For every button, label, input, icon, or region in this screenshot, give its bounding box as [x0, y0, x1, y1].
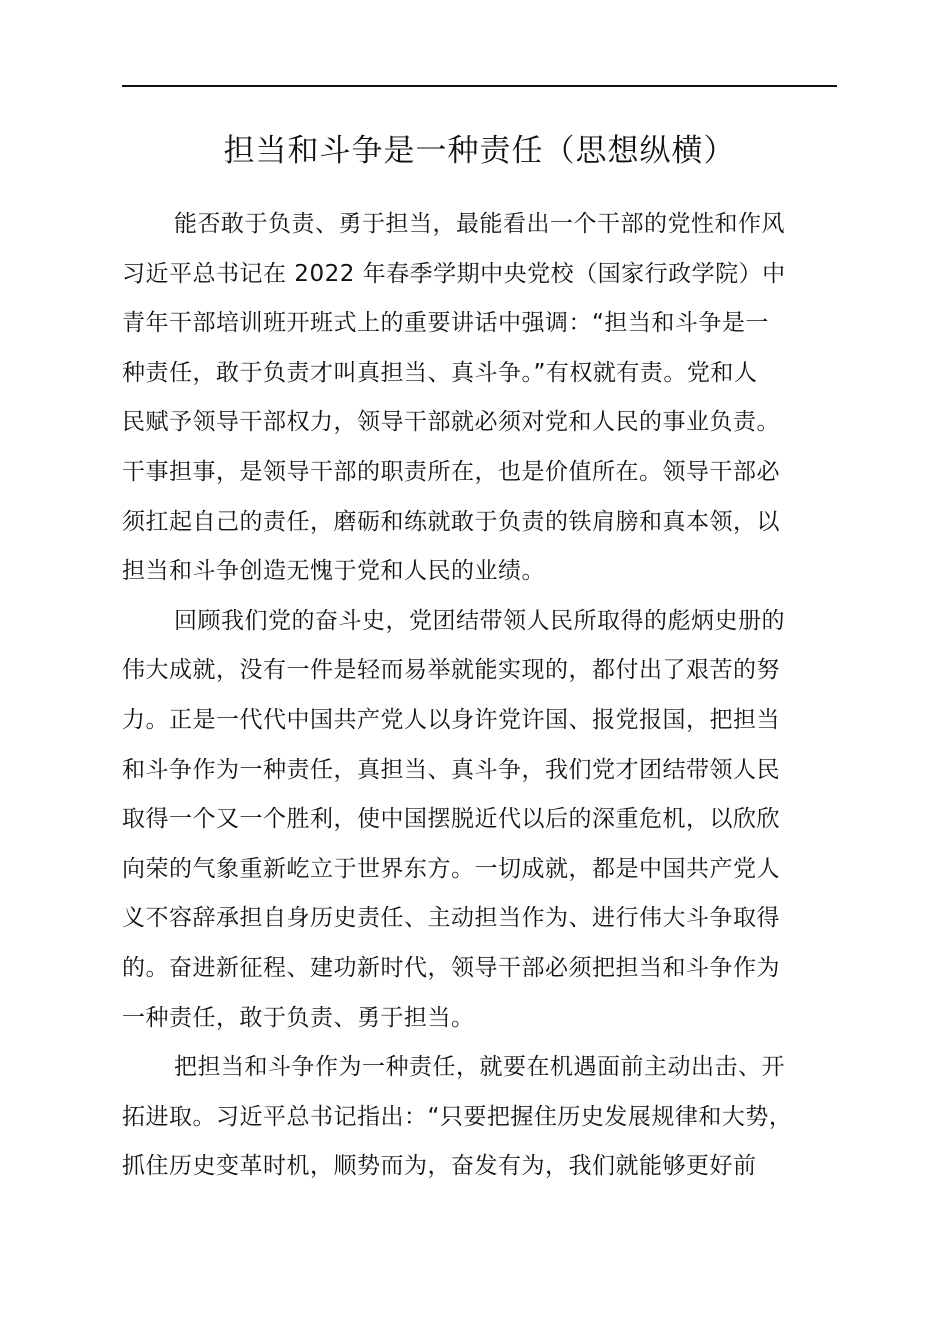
- paragraph-3: [122, 1043, 862, 1192]
- paragraph-line: 回顾我们党的奋斗史，党团结带领人民所取得的彪炳史册的: [174, 607, 785, 634]
- paragraph-2: [122, 597, 862, 1043]
- paragraph-line: 干事担事，是领导干部的职责所在，也是价值所在。领导干部必: [122, 458, 780, 485]
- paragraph-line: 把担当和斗争作为一种责任，就要在机遇面前主动出击、开: [174, 1054, 785, 1081]
- paragraph-1: [122, 200, 862, 597]
- paragraph-line: 一种责任，敢于负责、勇于担当。: [122, 1004, 475, 1031]
- paragraph-line: 取得一个又一个胜利，使中国摆脱近代以后的深重危机，以欣欣: [122, 806, 780, 833]
- paragraph-line: 种责任，敢于负责才叫真担当、真斗争。”有权就有责。党和人: [122, 359, 758, 386]
- paragraph-line: 拓进取。习近平总书记指出：“只要把握住历史发展规律和大势，: [122, 1103, 793, 1130]
- paragraph-line: 和斗争作为一种责任，真担当、真斗争，我们党才团结带领人民: [122, 756, 780, 783]
- paragraph-line: 民赋予领导干部权力，领导干部就必须对党和人民的事业负责。: [122, 409, 780, 436]
- paragraph-line: 须扛起自己的责任，磨砺和练就敢于负责的铁肩膀和真本领，以: [122, 508, 780, 535]
- paragraph-line: 向荣的气象重新屹立于世界东方。一切成就，都是中国共产党人: [122, 855, 780, 882]
- article-title: 担当和斗争是一种责任（思想纵横）: [223, 133, 736, 169]
- paragraph-line: 伟大成就，没有一件是轻而易举就能实现的，都付出了艰苦的努: [122, 657, 780, 684]
- paragraph-line: 能否敢于负责、勇于担当，最能看出一个干部的党性和作风: [174, 211, 785, 237]
- paragraph-line: 担当和斗争创造无愧于党和人民的业绩。: [122, 558, 545, 585]
- paragraph-line: 青年干部培训班开班式上的重要讲话中强调：“担当和斗争是一: [122, 310, 769, 337]
- paragraph-line: 抓住历史变革时机，顺势而为，奋发有为，我们就能够更好前: [122, 1153, 757, 1180]
- article-body: [122, 200, 862, 1192]
- paragraph-line: 的。奋进新征程、建功新时代，领导干部必须把担当和斗争作为: [122, 954, 780, 981]
- paragraph-line: 力。正是一代代中国共产党人以身许党许国、报党报国，把担当: [122, 706, 780, 733]
- paragraph-line: 义不容辞承担自身历史责任、主动担当作为、进行伟大斗争取得: [122, 905, 780, 932]
- header-rule: [122, 85, 837, 87]
- paragraph-line: 习近平总书记在 2022 年春季学期中央党校（国家行政学院）中: [122, 260, 786, 287]
